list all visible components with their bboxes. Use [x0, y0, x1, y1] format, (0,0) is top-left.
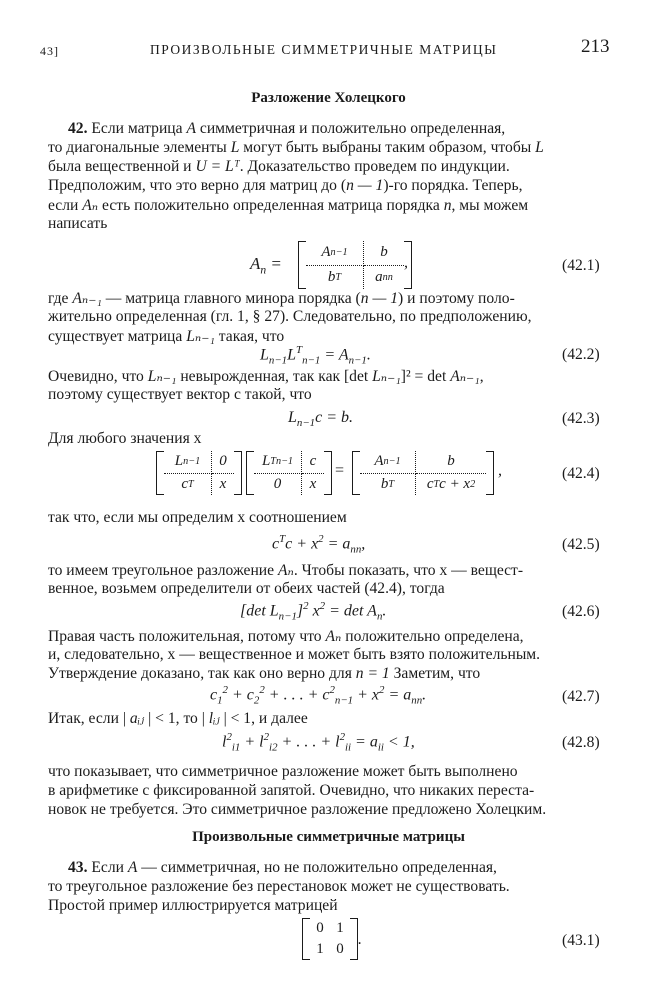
- eq-number-42-4: (42.4): [562, 465, 600, 482]
- p9-line1: что показывает, что симметричное разложение может быть выполнено: [48, 763, 518, 780]
- p2-line2: жительно определенная (гл. 1, § 27). Следовательно, по предположению,: [48, 308, 532, 325]
- eq-number-42-2: (42.2): [562, 346, 600, 363]
- p7-line1: Правая часть положительная, потому что Aₙ положительно определена,: [48, 628, 524, 645]
- eq-42-4-matrix-LT: L T n−1 c 0 x: [246, 451, 332, 495]
- eq-42-5: $c^Tc + x^2 = a_{nn}$,: [272, 533, 366, 556]
- eq-42-6: [det $L_{n-1}]^2$ $x^2 = \det A_n$.: [240, 600, 387, 623]
- eq-43-1-period: .: [358, 931, 362, 948]
- eq-number-42-3: (42.3): [562, 410, 600, 427]
- p1-line2: то диагональные элементы L могут быть выбраны таким образом, чтобы L: [48, 139, 544, 156]
- p6-line2: венное, возьмем определители от обеих частей (42.4), тогда: [48, 580, 445, 597]
- eq-42-1-lhs: $A_n$ =: [250, 254, 282, 277]
- eq-42-8: $l^2_{i1} + l^2_{i2}$ + . . . + $l^2_{ii} = a_{ii} < 1$,: [222, 731, 415, 754]
- p5-line: так что, если мы определим x соотношением: [48, 509, 347, 526]
- header-section: 43]: [40, 44, 59, 58]
- s43-line3: Простой пример иллюстрируется матрицей: [48, 897, 338, 914]
- eq-number-42-5: (42.5): [562, 536, 600, 553]
- eq-42-2: $L_{n-1}L^T_{n-1} = A_{n-1}$.: [260, 344, 371, 367]
- eq-42-4-matrix-L: L n−1 0 c T x: [156, 451, 242, 495]
- p2-line1: где Aₙ₋₁ — матрица главного минора порядка (n — 1) и поэтому поло-: [48, 290, 515, 307]
- eq-42-4-equals: =: [334, 462, 345, 479]
- eq-number-42-6: (42.6): [562, 603, 600, 620]
- s43-line1: 43. Если A — симметричная, но не положительно определенная,: [68, 859, 497, 876]
- eq-42-1-comma: ,: [404, 254, 408, 271]
- p1-line3: была вещественной и U = Lᵀ. Доказательство проведем по индукции.: [48, 158, 510, 175]
- p3-line2: поэтому существует вектор c такой, что: [48, 386, 312, 403]
- p1-line4: Предположим, что это верно для матриц до (n — 1)-го порядка. Теперь,: [48, 177, 523, 194]
- s43-line2: то треугольное разложение без перестановок может не существовать.: [48, 878, 510, 895]
- eq-number-42-1: (42.1): [562, 257, 600, 274]
- p9-line3: новок не требуется. Это симметричное разложение предложено Холецким.: [48, 801, 547, 818]
- eq-42-4-matrix-A: A n−1 b b T c T c + x 2: [352, 451, 494, 495]
- eq-42-4-comma: ,: [498, 462, 502, 479]
- page-number: 213: [581, 36, 610, 57]
- eq-number-43-1: (43.1): [562, 932, 600, 949]
- eq-number-42-7: (42.7): [562, 688, 600, 705]
- p2-line3: существует матрица Lₙ₋₁ такая, что: [48, 328, 285, 345]
- p7-line2: и, следовательно, x — вещественное и может быть взято положительным.: [48, 646, 541, 663]
- p1-line5: если Aₙ есть положительно определенная матрица порядка n, мы можем: [48, 197, 529, 214]
- section-title-arbitrary: Произвольные симметричные матрицы: [192, 829, 465, 845]
- section-title-cholesky: Разложение Холецкого: [251, 90, 406, 106]
- eq-42-1-matrix: A n−1 b b T a nn: [298, 241, 412, 289]
- eq-42-7: $c_1^2 + c_2^2$ + . . . + $c^2_{n-1} + x^2 = a_{nn}$.: [210, 684, 427, 707]
- p7-line3: Утверждение доказано, так как оно верно для n = 1 Заметим, что: [48, 665, 481, 682]
- eq-42-3: $L_{n-1}c = b$.: [288, 409, 354, 430]
- p6-line1: то имеем треугольное разложение Aₙ. Чтобы показать, что x — вещест-: [48, 562, 524, 579]
- eq-43-1-matrix: 0 1 1 0: [302, 918, 358, 960]
- p1-line6: написать: [48, 215, 108, 232]
- p8-line: Итак, если | aᵢⱼ | < 1, то | lᵢⱼ | < 1, и далее: [48, 710, 308, 727]
- running-title: ПРОИЗВОЛЬНЫЕ СИММЕТРИЧНЫЕ МАТРИЦЫ: [150, 42, 498, 57]
- eq-number-42-8: (42.8): [562, 734, 600, 751]
- p3-line1: Очевидно, что Lₙ₋₁ невырожденная, так как [det Lₙ₋₁]² = det Aₙ₋₁,: [48, 368, 484, 385]
- p1-line1: 42. Если матрица A симметричная и положительно определенная,: [68, 120, 506, 137]
- p4-line: Для любого значения x: [48, 430, 202, 447]
- p9-line2: в арифметике с фиксированной запятой. Очевидно, что никаких переста-: [48, 782, 535, 799]
